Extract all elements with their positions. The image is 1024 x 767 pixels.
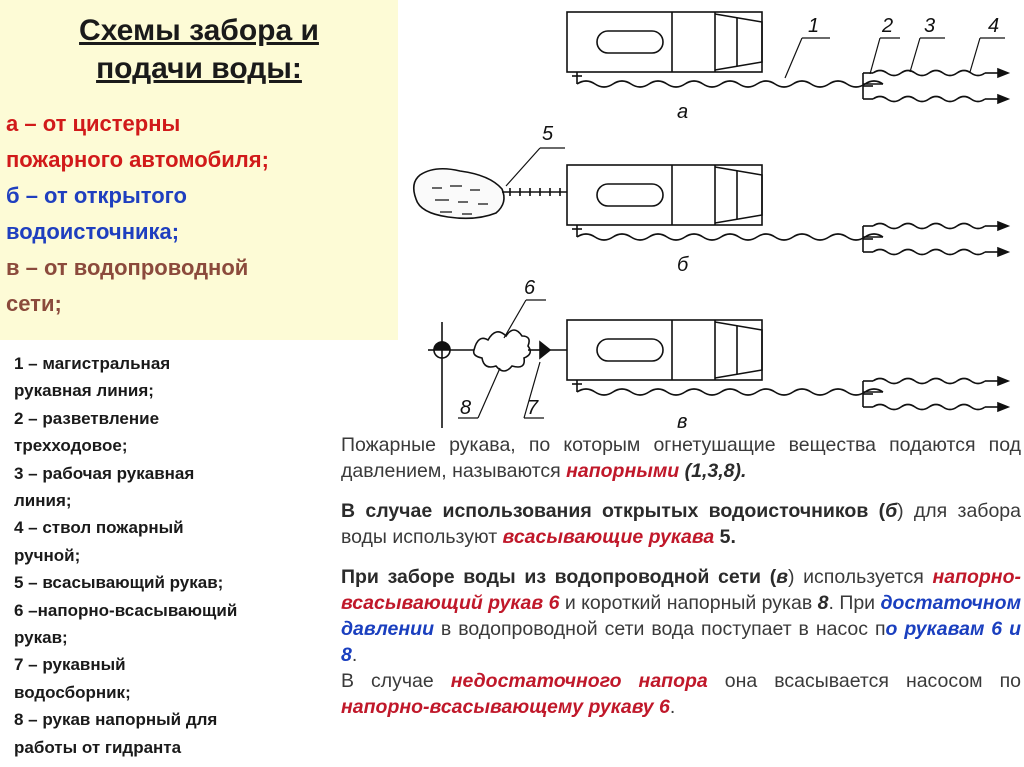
legend-line: работы от гидранта (14, 737, 182, 757)
legend-line: ручной; (14, 545, 81, 565)
diagram-label-6: 6 (524, 277, 536, 299)
text-span: она всасывается насосом по (707, 670, 1022, 692)
water-source-pond (414, 169, 504, 219)
scheme-b-line-2: водоисточника; (6, 219, 180, 244)
highlight-sufficient-pressure: достаточном давлении (341, 592, 1021, 640)
scheme-v-line-2: сети; (6, 291, 62, 316)
suction-hose-b (502, 148, 567, 196)
text-span: 8 (817, 592, 829, 614)
text-span: . При (828, 592, 881, 614)
diagram-label-1: 1 (808, 15, 820, 37)
legend-line: рукавная линия; (14, 381, 154, 401)
diagram-label-3: 3 (924, 15, 936, 37)
highlight-pressure-hoses: напорными (566, 460, 680, 482)
text-span: в водопроводной сети вода поступает в насос п (434, 618, 886, 640)
legend-line: 7 – рукавный (14, 655, 126, 675)
legend-line: трехходовое; (14, 436, 128, 456)
text-span: ) используется (787, 566, 933, 588)
scheme-a-line-2: пожарного автомобиля; (6, 147, 269, 172)
diagram-label-4: 4 (988, 15, 1000, 37)
text-span: При заборе воды из водопроводной сети ( (341, 566, 777, 588)
text-span: ) для забора воды используют (341, 500, 1021, 548)
legend-line: 5 – всасывающий рукав; (14, 573, 224, 593)
highlight-pressure-suction-hose: напорно-всасывающий рукав (341, 566, 1021, 614)
paragraph-3 (341, 564, 1021, 668)
text-span: 6 (543, 592, 560, 614)
text-span: 5. (714, 526, 736, 548)
hose-line-b (572, 222, 1008, 256)
scheme-a-line-1: а – от цистерны (6, 111, 181, 136)
text-span: В случае (341, 670, 451, 692)
diagram-label-v: в (677, 411, 688, 430)
hose-line-v (572, 377, 1008, 411)
paragraph-2 (341, 498, 1021, 550)
truck-a (567, 12, 762, 72)
text-span: и короткий напорный рукав (559, 592, 818, 614)
diagram-label-8: 8 (460, 397, 472, 419)
text-span: . (669, 696, 676, 718)
scheme-b-line-1: б – от открытого (6, 183, 187, 208)
explanation-text (341, 432, 1021, 720)
slide-title (0, 12, 398, 88)
text-span: . (351, 644, 358, 666)
legend-line: 4 – ствол пожарный (14, 518, 184, 538)
diagram-label-7: 7 (527, 397, 539, 419)
legend-line: 2 – разветвление (14, 408, 160, 428)
scheme-v-line-1: в – от водопроводной (6, 255, 249, 280)
text-span: напорно-всасывающему рукаву 6 (341, 696, 670, 718)
legend-line: 6 –напорно-всасывающий (14, 600, 238, 620)
legend-line: водосборник; (14, 682, 131, 702)
diagram-label-a: а (677, 101, 689, 123)
text-span: о рукавам 6 и 8 (341, 618, 1021, 666)
diagram-label-5: 5 (542, 123, 554, 145)
text-span: (1,3,8). (679, 460, 747, 482)
paragraph-1 (341, 432, 1021, 484)
title-line-2: подачи воды: (96, 52, 302, 85)
text-span: Пожарные рукава, по которым огнетушащие вещества подаются под давлением, называются (341, 434, 1021, 482)
legend-line: рукав; (14, 628, 68, 648)
title-line-1: Схемы забора и (79, 14, 319, 47)
legend-line: линия; (14, 491, 72, 511)
text-span: б (885, 500, 898, 522)
diagram-label-2: 2 (882, 15, 894, 37)
collector-7 (474, 330, 567, 371)
legend (14, 350, 344, 761)
legend-line: 1 – магистральная (14, 354, 171, 373)
hose-line-a (572, 69, 1008, 103)
text-span: в (776, 566, 788, 588)
highlight-insufficient-pressure: недостаточного напора (450, 670, 708, 692)
truck-v (567, 320, 762, 380)
truck-b (567, 165, 762, 225)
text-span: В случае использования открытых водоисточников ( (341, 500, 886, 522)
leaders-a (785, 38, 1005, 78)
water-supply-diagram (400, 0, 1024, 430)
diagram-label-b: б (677, 254, 689, 276)
paragraph-4 (341, 668, 1021, 720)
legend-line: 8 – рукав напорный для (14, 710, 218, 730)
legend-line: 3 – рабочая рукавная (14, 463, 195, 483)
title-box (0, 0, 398, 340)
highlight-suction-hoses: всасывающие рукава (502, 526, 715, 548)
